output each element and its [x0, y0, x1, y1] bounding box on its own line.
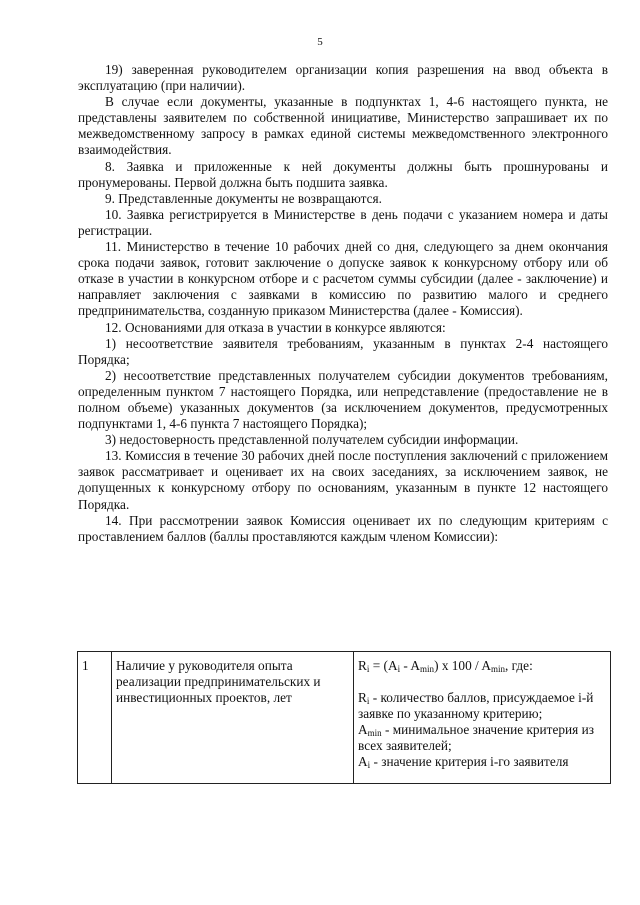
paragraph: 14. При рассмотрении заявок Комиссия оценивает их по следующим критериям с проставлением баллов (баллы проставляются каждым членом Комиссии): [78, 512, 608, 544]
row-number: 1 [78, 652, 112, 784]
criterion-name: Наличие у руководителя опыта реализации предпринимательских и инвестиционных проектов, лет [112, 652, 354, 784]
page-number: 5 [317, 36, 323, 48]
paragraph: 8. Заявка и приложенные к ней документы должны быть прошнурованы и пронумерованы. Первой должна быть подшита заявка. [78, 158, 608, 190]
paragraph: 2) несоответствие представленных получателем субсидии документов требованиям, определенным пунктом 7 настоящего Порядка, или непредставление (предоставление не в полном объеме) указанных документов (за исключением документов, предусмотренных подпунктами 1, 4-6 пункта 7 настоящего Порядка); [78, 367, 608, 432]
paragraph: 3) недостоверность представленной получателем субсидии информации. [105, 432, 519, 448]
table-row [78, 652, 611, 784]
paragraph: 13. Комиссия в течение 30 рабочих дней после поступления заключений с приложением заявок рассматривает и оценивает их на своих заседаниях, за исключением заявок, не допущенных к конкурсному отбору по основаниям, указанным в пункте 12 настоящего Порядка. [78, 448, 608, 512]
document-body [78, 62, 608, 545]
criteria-table [77, 651, 611, 784]
definition-amin: $A_{min}$ - минимальное значение критерия из всех заявителей; [358, 722, 594, 754]
paragraph: 10. Заявка регистрируется в Министерстве в день подачи с указанием номера и даты регистрации. [78, 206, 608, 238]
paragraph: В случае если документы, указанные в подпунктах 1, 4-6 настоящего пункта, не представлены заявителем по собственной инициативе, Министерство запрашивает их по межведомственному запросу в рамках единой системы межведомственного электронного взаимодействия. [78, 94, 608, 158]
paragraph: 1) несоответствие заявителя требованиям, указанным в пунктах 2-4 настоящего Порядка; [78, 335, 608, 367]
formula: $R_i = (A_i - A_{min})$ x $100 / A_{min}$, где: [358, 658, 533, 674]
criterion-formula-cell [354, 652, 611, 784]
paragraph: 11. Министерство в течение 10 рабочих дней со дня, следующего за днем окончания срока подачи заявок, готовит заключение о допуске заявок к конкурсному отбору или об отказе в участии в конкурсном отборе и с расчетом суммы субсидии (далее - заключение) и направляет заключения с заявками в комиссию по развитию малого и среднего предпринимательства, созданную приказом Министерства (далее - Комиссия). [78, 239, 608, 319]
definition-ri: $R_i$ - количество баллов, присуждаемое i-й заявке по указанному критерию; [358, 690, 594, 722]
paragraph: 19) заверенная руководителем организации копия разрешения на ввод объекта в эксплуатацию (при наличии). [78, 62, 608, 94]
definition-ai: $A_i$ - значение критерия i-го заявителя [358, 754, 569, 771]
paragraph: 9. Представленные документы не возвращаются. [105, 190, 382, 206]
paragraph: 12. Основаниями для отказа в участии в конкурсе являются: [105, 319, 446, 335]
